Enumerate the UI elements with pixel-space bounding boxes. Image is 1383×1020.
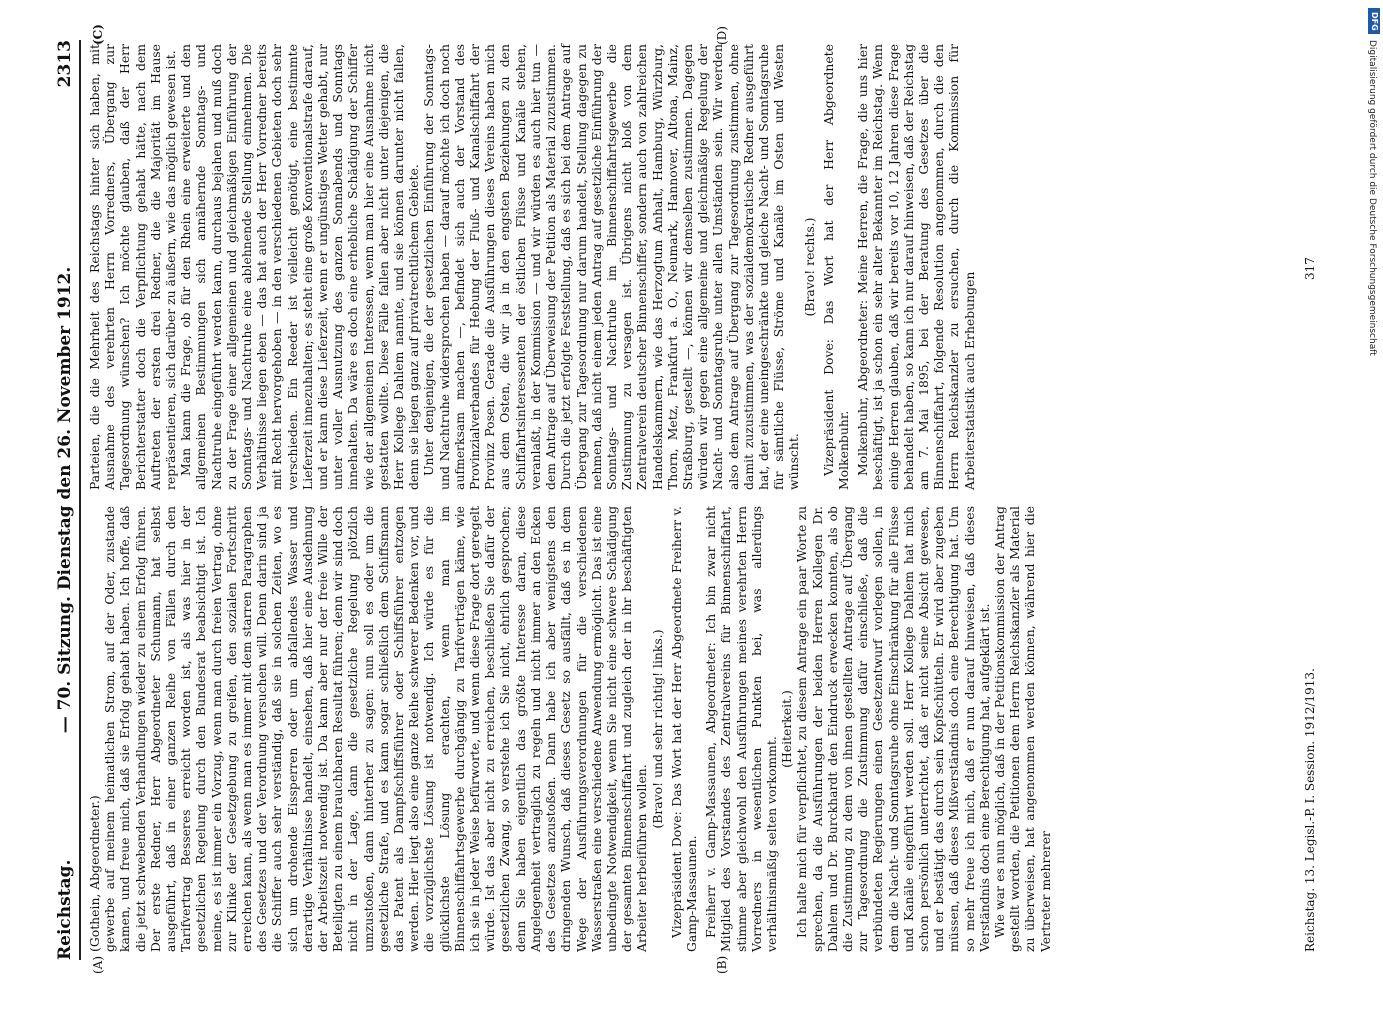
scanned-page (47, 20, 1337, 980)
paragraph: Freiherr v. Gamp-Massaunen, Abgeordneter: Ich bin zwar nicht Mitglied des Vorstandes des Zentralvereins für Binnenschiffahrt, stimme aber gleichwohl den Ausführungen meines verehrten Herrn Vorredners in wesentlichen Punkten bei, was allerdings verhältnismäßig selten vorkommt. (702, 506, 779, 952)
left-column (87, 506, 1053, 952)
header-left: Reichstag. (54, 859, 75, 960)
digitization-credit: Digitalisierung gefördert durch die Deutsche Forschungsgemeinschaft (1367, 40, 1377, 356)
interjection: (Bravo! rechts.) (801, 217, 817, 317)
paragraph: gewerbe auf meinem heimatlichen Strom, auf der Oder, zustande kamen, und freue mich, daß sie Erfolg gehabt haben. Ich hoffe, daß die jetzt schwebenden Verhandlungen wieder zu einem Erfolg führen. Der erste Redner, Herr Abgeordneter Schumann, hat selbst ausgeführt, daß in einer ganzen Reihe von Fällen durch den Tarifvertrag Besseres erreicht worden ist, als was hier in der gesetzlichen Regelung durch den Bundesrat beabsichtigt ist. Ich meine, es ist immer ein Vorzug, wenn man durch freien Vertrag, ohne zur Klinke der Gesetzgebung zu greifen, den sozialen Fortschritt erreichen kann, als wenn man es immer mit dem starren Paragraphen des Gesetzes und der Verordnung versuchen will. Denn darin sind ja die Schiffer auch sehr verständig, daß sie in solchen Zeiten, wo es sich um drohende Eissperren oder um abfallendes Wasser und derartige Verhältnisse handelt, einsehen, daß hier eine Ausdehnung der Arbeitszeit notwendig ist. Da kann aber nur der freie Wille der Beteiligten zu einem brauchbaren Resultat führen; denn wir sind doch nicht in der Lage, dann die gesetzliche Regelung plötzlich umzustoßen, dann hinterher zu sagen: nun soll es oder um die gesetzliche Strafe, und es kann sogar schließlich dem Schiffsmann das Patent als Dampfschiffsführer oder Schiffsführer entzogen werden. Hier liegt also eine ganze Reihe schwerer Bedenken vor, und die vorzüglichste Lösung ist notwendig. Ich würde es für die glücklichste Lösung erachten, wenn man im Binnenschiffahrtsgewerbe durchgängig zu Tarifverträgen käme, wie ich sie in jeder Weise befürworte, und wenn diese Frage dort geregelt würde. Ist das aber nicht zu erreichen, beschließen Sie dafür der gesetzlichen Zwang, so verstehe ich Sie nicht, ehrlich gesprochen; denn Sie haben eigentlich das größte Interesse daran, diese Angelegenheit vertraglich zu regeln und nicht immer an den Ecken des Gesetzes anzustoßen. Dann habe ich aber wenigstens den dringenden Wunsch, daß dieses Gesetz so ausfällt, daß es in dem Wege der Ausführungsverordnungen für die verschiedenen Wasserstraßen eine verschiedene Anwendung ermöglicht. Das ist eine unbedingte Notwendigkeit, wenn Sie nicht eine schwere Schädigung der gesamten Binnenschiffahrt und zugleich der in ihr beschäftigten Arbeiter herbeiführen wollen. (101, 506, 649, 952)
paragraph: Parteien, die die Mehrheit des Reichstags hinter sich haben, mit Ausnahme des verehrten Herrn Vorredners, Übergang zur Tagesordnung wünschen? Ich möchte glauben, daß der Herr Berichterstatter doch die Verpflichtung gehabt hätte, nach dem Auftreten der ersten drei Redner, die die Majorität im Hause repräsentieren, sich darüber zu äußern, wie das möglich gewesen ist. (86, 44, 178, 490)
footer-sheet-number: 317 (1302, 257, 1317, 280)
paragraph: Vizepräsident Dove: Das Wort hat der Herr Abgeordnete Molkenbuhr. (820, 44, 851, 490)
paragraph: Vizepräsident Dove: Das Wort hat der Herr Abgeordnete Freiherr v. Gamp-Massaunen. (668, 506, 699, 952)
paragraph: Man kann die Frage, ob für den Rhein eine erweiterte und den allgemeinen Bestimmungen sich annähernde Sonntags- und Nachtruhe eingeführt werden kann, durchaus bejahen und muß doch zu der Frage einer allgemeinen und gleichmäßigen Einführung der Sonntags- und Nachtruhe eine ablehnende Stellung einnehmen. Die Verhältnisse liegen eben — das hat auch der Herr Vorredner bereits mit Recht hervorgehoben — in den verschiedenen Gebieten doch sehr verschieden. Ein Reeder ist vielleicht genötigt, eine bestimmte Lieferzeit innezuhalten; es steht eine große Konventionalstrafe darauf, und er kann diese Lieferzeit, wenn er ungünstiges Wetter gehabt, nur unter voller Ausnutzung des ganzen Sonnabends und Sonntags innehalten. Da wäre es doch eine erhebliche Schädigung der Schiffer wie der allgemeinen Interessen, wenn man hier eine Ausnahme nicht gestatten wollte. Diese Fälle fallen aber nicht unter diejenigen, die Herr Kollege Dahlem nannte, und sie können darunter nicht fallen, denn sie liegen ganz auf privatrechtlichem Gebiete. (177, 44, 421, 490)
header-title: — 70. Sitzung. Dienstag den 26. November 1912. (54, 266, 75, 734)
margin-marker-c: (C) (90, 24, 105, 45)
speaker-note: (Gothein, Abgeordneter.) (86, 795, 102, 952)
dfg-logo: DFG (1368, 8, 1380, 34)
right-column (87, 44, 977, 490)
page-number: 2313 (54, 40, 75, 88)
margin-marker-b: (B) (714, 955, 729, 974)
margin-marker-d: (D) (714, 26, 729, 45)
interjection: (Bravo! und sehr richtig! links.) (649, 629, 665, 829)
paragraph: Ich halte mich für verpflichtet, zu diesem Antrage ein paar Worte zu sprechen, da die Ausführungen der beiden Herren Kollegen Dr. Dahlem und Dr. Burckhardt den Eindruck erwecken konnten, als ob die Zustimmung zu dem von ihnen gestellten Antrage auf Übergang zur Tagesordnung die Zustimmung dafür einschließe, daß die verbündeten Regierungen einen Gesetzentwurf vorlegen sollen, in dem die Nacht- und Sonntagsruhe ohne Einschränkung für alle Flüsse und Kanäle eingeführt werden soll. Herr Kollege Dahlem hat mich schon persönlich unterrichtet, daß er nicht seine Absicht gewesen, und er bestätigt das durch sein Kopfschütteln. Er wird aber zugeben müssen, daß dieses Mißverständnis doch eine Berechtigung hat. Um so mehr freue ich mich, daß er nun darauf hinweisen, daß dieses Verständnis doch eine Berechtigung hat, aufgeklärt ist. (793, 506, 992, 952)
margin-marker-a: (A) (90, 955, 105, 974)
paragraph: Molkenbuhr, Abgeordneter: Meine Herren, die Frage, die uns hier beschäftigt, ist ja schon ein sehr alter Bekannter im Reichstag. Wenn einige Herren glauben, daß wir bereits vor 10, 12 Jahren diese Frage behandelt haben, so kann ich nur darauf hinweisen, daß der Reichstag am 7. Mai 1895, bei der Beratung des Gesetzes über die Binnenschiffahrt, folgende Resolution angenommen, durch die den Herrn Reichskanzler zu ersuchen, durch die Kommission für Arbeiterstatistik auch Erhebungen (854, 44, 977, 490)
page-header (53, 40, 81, 960)
footer-session: Reichstag. 13. Legisl.-P. I. Session. 1912/1913. (1302, 668, 1317, 952)
paragraph: Unter denjenigen, die der gesetzlichen Einführung der Sonntags- und Nachtruhe widersprochen haben — darauf möchte ich doch noch aufmerksam machen —, befindet sich auch der Vorstand des Provinzialverbandes für Hebung der Fluß- und Kanalschiffahrt der Provinz Posen. Gerade die Ausführungen dieses Vereins haben mich aus dem Osten, die wir ja in den engsten Beziehungen zu den Schiffahrtsinteressenten der östlichen Flüsse und Kanäle stehen, veranlaßt, in der Kommission — und wir würden es auch hier tun — dem Antrage auf Überweisung der Petition als Material zuzustimmen. Durch die jetzt erfolgte Feststellung, daß es sich bei dem Antrage auf Übergang zur Tagesordnung nur darum handelt, Stellung dagegen zu nehmen, daß nicht einem jeden Antrag auf gesetzliche Einführung der Sonntags- und Nachtruhe im Binnenschiffahrtsgewerbe die Zustimmung zu versagen ist. Übrigens nicht bloß von dem Zentralverein deutscher Binnenschiffer, sondern auch von zahlreichen Handelskammern, wie das Herzogtum Anhalt, Hamburg, Würzburg, Thorn, Metz, Frankfurt a. O., Neumark, Hannover, Altona, Mainz, Straßburg, gestellt —, können wir demselben zustimmen. Dagegen würden wir gegen eine allgemeine und gleichmäßige Regelung der Nacht- und Sonntagsruhe unter allen Umständen sein. Wir werden also dem Antrage auf Übergang zur Tagesordnung zustimmen, ohne damit zuzustimmen, was der sozialdemokratische Redner ausgeführt hat, der eine uneingeschränkte und gleiche Nacht- und Sonntagsruhe für sämtliche Flüsse, Ströme und Kanäle im Osten und Westen wünscht. (420, 44, 801, 490)
interjection: (Heiterkeit.) (778, 690, 794, 768)
paragraph: Wie war es nun möglich, daß in der Petitionskommission der Antrag gestellt worden, die Petitionen dem Herrn Reichskanzler als Material zu überweisen, hat angenommen werden können, während hier die Vertreter mehrerer (991, 506, 1053, 952)
